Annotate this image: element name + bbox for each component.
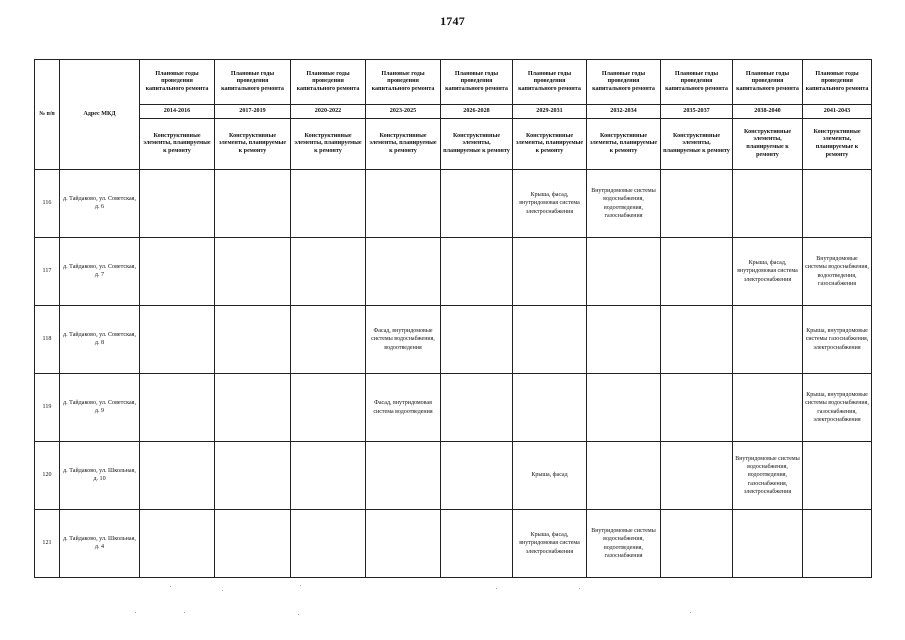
period-elements-header: Конструктивные элементы, планируемые к ремонту xyxy=(441,119,513,170)
repair-elements-cell: Крыша, фасад, внутридомовая система электроснабжения xyxy=(513,510,587,578)
repair-elements-cell xyxy=(661,510,733,578)
period-title-header: Плановые годы проведения капитального ремонта xyxy=(215,60,291,105)
repair-elements-cell xyxy=(587,306,661,374)
repair-elements-cell xyxy=(661,374,733,442)
period-years-header: 2038-2040 xyxy=(733,105,803,119)
address-header: Адрес МКД xyxy=(60,60,140,170)
scan-speck xyxy=(579,588,580,589)
repair-elements-cell: Крыша, внутридомовые системы газоснабжения, электроснабжения xyxy=(803,306,872,374)
row-number-header: № п/п xyxy=(35,60,60,170)
row-number-cell: 121 xyxy=(35,510,60,578)
row-number-cell: 120 xyxy=(35,442,60,510)
repair-elements-cell xyxy=(215,374,291,442)
repair-elements-cell xyxy=(140,170,215,238)
scan-speck xyxy=(222,590,223,591)
repair-elements-cell xyxy=(441,510,513,578)
repair-elements-cell: Внутридомовые системы водоснабжения, водоотведения, газоснабжения xyxy=(587,170,661,238)
repair-elements-cell xyxy=(587,442,661,510)
table-row xyxy=(35,170,872,238)
repair-elements-cell xyxy=(291,510,366,578)
scan-speck xyxy=(135,612,136,613)
header-years-row xyxy=(35,105,872,119)
period-elements-header: Конструктивные элементы, планируемые к ремонту xyxy=(215,119,291,170)
table-row xyxy=(35,510,872,578)
repair-elements-cell xyxy=(733,170,803,238)
repair-elements-cell: Фасад, внутридомовые системы водоснабжения, водоотведения xyxy=(366,306,441,374)
period-title-header: Плановые годы проведения капитального ремонта xyxy=(366,60,441,105)
capital-repair-table xyxy=(34,59,872,578)
period-title-header: Плановые годы проведения капитального ремонта xyxy=(803,60,872,105)
period-title-header: Плановые годы проведения капитального ремонта xyxy=(140,60,215,105)
repair-elements-cell: Крыша, внутридомовые системы водоснабжения, газоснабжения, электроснабжения xyxy=(803,374,872,442)
scan-speck xyxy=(300,585,301,586)
repair-elements-cell xyxy=(291,170,366,238)
repair-elements-cell xyxy=(441,170,513,238)
table-row xyxy=(35,306,872,374)
page-number: 1747 xyxy=(440,14,465,28)
repair-elements-cell: Крыша, фасад, внутридомовая система электроснабжения xyxy=(733,238,803,306)
repair-elements-cell xyxy=(513,374,587,442)
repair-elements-cell: Фасад, внутридомовая система водоотведения xyxy=(366,374,441,442)
period-years-header: 2029-2031 xyxy=(513,105,587,119)
period-elements-header: Конструктивные элементы, планируемые к ремонту xyxy=(513,119,587,170)
repair-elements-cell xyxy=(441,374,513,442)
repair-elements-cell: Крыша, фасад xyxy=(513,442,587,510)
repair-elements-cell xyxy=(366,510,441,578)
repair-elements-cell: Внутридомовые системы водоснабжения, водоотведения, газоснабжения xyxy=(587,510,661,578)
repair-elements-cell xyxy=(803,170,872,238)
repair-elements-cell: Крыша, фасад, внутридомовая система электроснабжения xyxy=(513,170,587,238)
period-years-header: 2026-2028 xyxy=(441,105,513,119)
address-cell: д. Тайдаково, ул. Школьная, д. 10 xyxy=(60,442,140,510)
period-title-header: Плановые годы проведения капитального ремонта xyxy=(291,60,366,105)
scan-speck xyxy=(690,612,691,613)
period-elements-header: Конструктивные элементы, планируемые к ремонту xyxy=(140,119,215,170)
repair-elements-cell xyxy=(291,374,366,442)
repair-elements-cell xyxy=(441,238,513,306)
period-title-header: Плановые годы проведения капитального ремонта xyxy=(513,60,587,105)
header-elements-row xyxy=(35,119,872,170)
repair-elements-cell xyxy=(733,510,803,578)
repair-elements-cell xyxy=(803,442,872,510)
repair-elements-cell: Внутридомовые системы водоснабжения, водоотведения, газоснабжения xyxy=(803,238,872,306)
period-years-header: 2035-2037 xyxy=(661,105,733,119)
row-number-cell: 117 xyxy=(35,238,60,306)
repair-elements-cell xyxy=(215,510,291,578)
repair-elements-cell xyxy=(366,170,441,238)
row-number-cell: 119 xyxy=(35,374,60,442)
period-years-header: 2023-2025 xyxy=(366,105,441,119)
repair-elements-cell xyxy=(733,374,803,442)
period-years-header: 2020-2022 xyxy=(291,105,366,119)
repair-elements-cell xyxy=(140,306,215,374)
repair-elements-cell xyxy=(441,306,513,374)
period-title-header: Плановые годы проведения капитального ремонта xyxy=(587,60,661,105)
scan-speck xyxy=(184,612,185,613)
repair-elements-cell xyxy=(803,510,872,578)
header-title-row xyxy=(35,60,872,105)
table-row xyxy=(35,442,872,510)
period-years-header: 2017-2019 xyxy=(215,105,291,119)
repair-elements-cell xyxy=(140,510,215,578)
repair-elements-cell xyxy=(366,442,441,510)
repair-elements-cell xyxy=(587,238,661,306)
table-body xyxy=(35,170,872,578)
period-title-header: Плановые годы проведения капитального ремонта xyxy=(441,60,513,105)
period-elements-header: Конструктивные элементы, планируемые к ремонту xyxy=(661,119,733,170)
repair-elements-cell xyxy=(441,442,513,510)
repair-elements-cell: Внутридомовые системы водоснабжения, водоотведения, газоснабжения, электроснабжения xyxy=(733,442,803,510)
repair-elements-cell xyxy=(587,374,661,442)
period-elements-header: Конструктивные элементы, планируемые к ремонту xyxy=(587,119,661,170)
repair-elements-cell xyxy=(513,306,587,374)
address-cell: д. Тайдаково, ул. Советская, д. 6 xyxy=(60,170,140,238)
period-years-header: 2041-2043 xyxy=(803,105,872,119)
table-row xyxy=(35,238,872,306)
address-cell: д. Тайдаково, ул. Советская, д. 7 xyxy=(60,238,140,306)
scan-speck xyxy=(298,614,299,615)
repair-elements-cell xyxy=(140,442,215,510)
repair-elements-cell xyxy=(733,306,803,374)
period-elements-header: Конструктивные элементы, планируемые к ремонту xyxy=(291,119,366,170)
row-number-cell: 118 xyxy=(35,306,60,374)
period-elements-header: Конструктивные элементы, планируемые к ремонту xyxy=(733,119,803,170)
repair-elements-cell xyxy=(366,238,441,306)
table-row xyxy=(35,374,872,442)
address-cell: д. Тайдаково, ул. Советская, д. 8 xyxy=(60,306,140,374)
period-title-header: Плановые годы проведения капитального ремонта xyxy=(661,60,733,105)
repair-elements-cell xyxy=(215,238,291,306)
repair-elements-cell xyxy=(513,238,587,306)
address-cell: д. Тайдаково, ул. Школьная, д. 4 xyxy=(60,510,140,578)
repair-elements-cell xyxy=(661,170,733,238)
repair-elements-cell xyxy=(661,306,733,374)
repair-elements-cell xyxy=(661,442,733,510)
repair-elements-cell xyxy=(661,238,733,306)
scan-speck xyxy=(170,586,171,587)
repair-elements-cell xyxy=(215,170,291,238)
repair-elements-cell xyxy=(215,306,291,374)
repair-elements-cell xyxy=(291,442,366,510)
period-elements-header: Конструктивные элементы, планируемые к ремонту xyxy=(366,119,441,170)
capital-repair-table-wrapper xyxy=(34,59,871,577)
address-cell: д. Тайдаково, ул. Советская, д. 9 xyxy=(60,374,140,442)
period-title-header: Плановые годы проведения капитального ремонта xyxy=(733,60,803,105)
repair-elements-cell xyxy=(291,306,366,374)
repair-elements-cell xyxy=(215,442,291,510)
period-years-header: 2032-2034 xyxy=(587,105,661,119)
period-elements-header: Конструктивные элементы, планируемые к ремонту xyxy=(803,119,872,170)
scan-speck xyxy=(496,588,497,589)
repair-elements-cell xyxy=(140,238,215,306)
repair-elements-cell xyxy=(291,238,366,306)
repair-elements-cell xyxy=(140,374,215,442)
table-header xyxy=(35,60,872,170)
period-years-header: 2014-2016 xyxy=(140,105,215,119)
row-number-cell: 116 xyxy=(35,170,60,238)
